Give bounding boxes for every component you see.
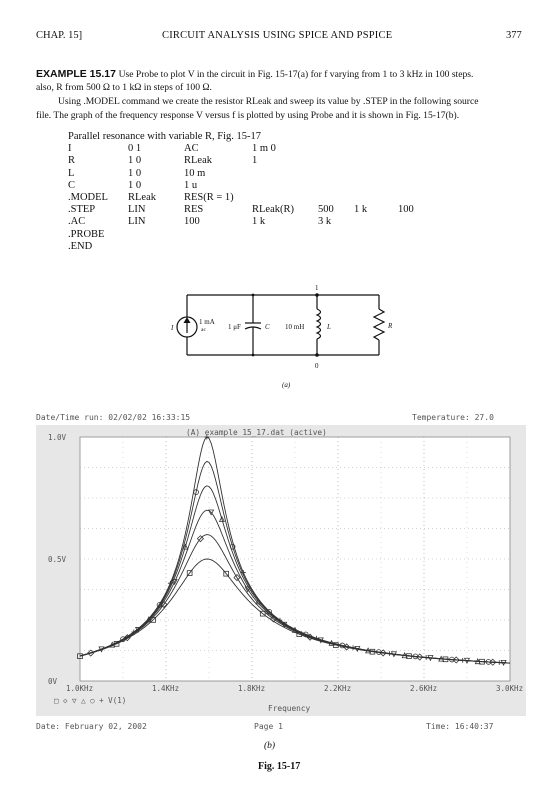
netlist-cell: .STEP bbox=[68, 204, 96, 216]
x-tick-label: 2.2KHz bbox=[324, 684, 352, 693]
netlist-cell: LIN bbox=[128, 216, 146, 228]
netlist-cell: C bbox=[68, 179, 76, 191]
legend: □ ◇ ▽ △ ○ + V(1) bbox=[54, 696, 127, 705]
cap-top-junction bbox=[252, 294, 255, 297]
example-line2: also, R from 500 Ω to 1 kΩ in steps of 100 Ω. bbox=[36, 82, 212, 93]
ind-name-label: L bbox=[327, 323, 331, 331]
netlist-cell: 1 bbox=[252, 155, 258, 167]
cap-bottom-junction bbox=[252, 354, 255, 357]
netlist-row bbox=[68, 229, 468, 241]
netlist bbox=[68, 131, 468, 253]
netlist-row bbox=[68, 241, 468, 253]
figure-caption: Fig. 15-17 bbox=[258, 761, 301, 772]
netlist-cell: .PROBE bbox=[68, 228, 105, 240]
probe-chart bbox=[36, 425, 526, 716]
netlist-row bbox=[68, 192, 468, 204]
paragraph-line1: Using .MODEL command we create the resistor RLeak and sweep its value by .STEP in the following source bbox=[58, 96, 479, 107]
netlist-cell: .MODEL bbox=[68, 191, 108, 203]
node-1-dot bbox=[315, 293, 319, 297]
netlist-title bbox=[68, 131, 468, 143]
netlist-cell: 3 k bbox=[318, 216, 332, 228]
netlist-cell: 0 1 bbox=[128, 143, 142, 155]
y-tick-label: 1.0V bbox=[48, 433, 67, 442]
netlist-cell: 1 k bbox=[354, 204, 368, 216]
netlist-row bbox=[68, 180, 468, 192]
netlist-cell: LIN bbox=[128, 204, 146, 216]
temperature: Temperature: 27.0 bbox=[412, 413, 494, 422]
node-top-label: 1 bbox=[315, 284, 319, 292]
plot-caption: (b) bbox=[264, 741, 276, 751]
node-0-dot bbox=[315, 353, 319, 357]
netlist-cell: 1 k bbox=[252, 216, 266, 228]
netlist-row bbox=[68, 216, 468, 228]
running-head-title: CIRCUIT ANALYSIS USING SPICE AND PSPICE bbox=[162, 30, 393, 41]
netlist-cell: 10 m bbox=[184, 167, 206, 179]
netlist-cell: L bbox=[68, 167, 75, 179]
x-axis-title: Frequency bbox=[268, 704, 311, 713]
netlist-cell: RES(R = 1) bbox=[184, 191, 234, 203]
netlist-cell: R bbox=[68, 155, 76, 167]
netlist-cell: 1 0 bbox=[128, 179, 142, 191]
resistor-zigzag bbox=[374, 309, 384, 340]
footer-page: Page 1 bbox=[254, 722, 283, 731]
netlist-cell: 100 bbox=[184, 216, 200, 228]
netlist-row bbox=[68, 168, 468, 180]
circuit-caption: (a) bbox=[282, 381, 291, 389]
netlist-cell: RES bbox=[184, 204, 204, 216]
y-tick-label: 0.5V bbox=[48, 555, 67, 564]
source-symbol-label: I bbox=[171, 324, 174, 332]
res-name-label: R bbox=[388, 322, 393, 330]
netlist-cell: RLeak(R) bbox=[252, 204, 294, 216]
y-tick-label: 0V bbox=[48, 677, 58, 686]
netlist-row bbox=[68, 204, 468, 216]
netlist-cell: 1 u bbox=[184, 179, 198, 191]
source-value-label: 1 mA bbox=[199, 318, 215, 326]
x-tick-label: 2.6KHz bbox=[410, 684, 438, 693]
x-tick-label: 1.8KHz bbox=[238, 684, 266, 693]
netlist-cell: RLeak bbox=[184, 155, 212, 167]
run-datetime: Date/Time run: 02/02/02 16:33:15 bbox=[36, 413, 191, 422]
netlist-cell: 100 bbox=[398, 204, 414, 216]
circuit-diagram bbox=[165, 283, 410, 393]
plot-title: (A) example 15_17.dat (active) bbox=[186, 428, 327, 437]
paragraph-line2: file. The graph of the frequency response V versus f is plotted by using Probe and it is shown in Fig. 15-17(b). bbox=[36, 110, 460, 121]
node-bottom-label: 0 bbox=[315, 362, 319, 370]
netlist-cell: AC bbox=[184, 143, 199, 155]
netlist-row bbox=[68, 143, 468, 155]
ind-value-label: 10 mH bbox=[285, 323, 305, 331]
netlist-cell: 1 0 bbox=[128, 167, 142, 179]
cap-name-label: C bbox=[265, 323, 270, 331]
netlist-cell: .END bbox=[68, 240, 93, 252]
netlist-title-text: Parallel resonance with variable R, Fig. 15-17 bbox=[68, 131, 262, 142]
cap-value-label: 1 μF bbox=[228, 323, 241, 331]
page-number: 377 bbox=[506, 30, 522, 41]
x-tick-label: 1.4KHz bbox=[152, 684, 180, 693]
example-statement bbox=[36, 67, 536, 82]
netlist-cell: 500 bbox=[318, 204, 334, 216]
example-label: EXAMPLE 15.17 bbox=[36, 68, 116, 80]
footer-time: Time: 16:40:37 bbox=[426, 722, 494, 731]
running-head-chapter: CHAP. 15] bbox=[36, 30, 83, 41]
netlist-cell: .AC bbox=[68, 216, 86, 228]
netlist-row bbox=[68, 155, 468, 167]
footer-date: Date: February 02, 2002 bbox=[36, 722, 147, 731]
x-tick-label: 3.0KHz bbox=[496, 684, 524, 693]
source-ac-label: ac bbox=[201, 327, 206, 333]
inductor-coil bbox=[317, 309, 321, 339]
netlist-cell: 1 m 0 bbox=[252, 143, 276, 155]
example-line1: Use Probe to plot V in the circuit in Fig. 15-17(a) for f varying from 1 to 3 kHz in 100 steps. bbox=[118, 69, 474, 80]
x-tick-label: 1.0KHz bbox=[66, 684, 94, 693]
netlist-cell: I bbox=[68, 143, 72, 155]
netlist-cell: 1 0 bbox=[128, 155, 142, 167]
netlist-cell: RLeak bbox=[128, 191, 156, 203]
